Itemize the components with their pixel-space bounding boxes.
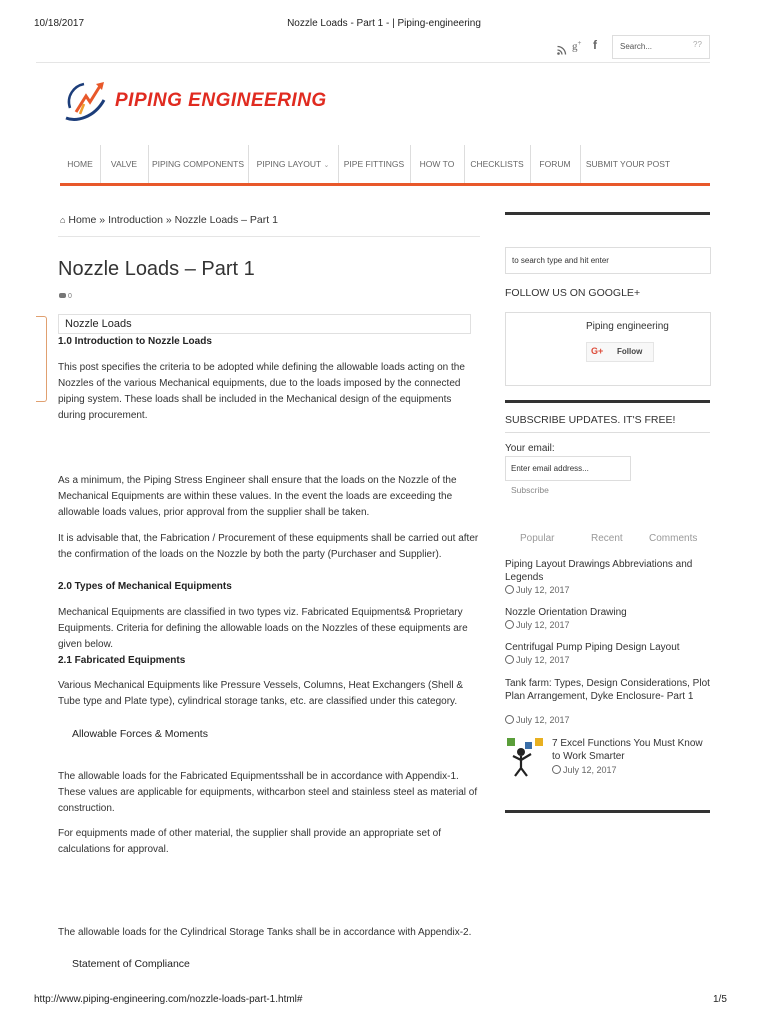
sidebar-post-title[interactable]: Tank farm: Types, Design Considerations, Plot Plan Arrangement, Dyke Enclosure- Part 1 (505, 678, 710, 702)
header-divider (36, 62, 710, 63)
tab-recent[interactable]: Recent (591, 533, 623, 544)
breadcrumb-sep: » (99, 214, 106, 226)
allowable-forces-paragraph-2: For equipments made of other material, the supplier shall provide an appropriate set of calculations for approval. (58, 828, 441, 855)
gplus-follow-label: Follow (617, 347, 643, 356)
sidebar-post-date (552, 765, 617, 775)
print-title: Nozzle Loads - Part 1 - | Piping-engineering (287, 18, 481, 29)
print-url: http://www.piping-engineering.com/nozzle-loads-part-1.html# (34, 994, 303, 1005)
side-scroll-tab[interactable] (36, 316, 47, 402)
nav-piping-components[interactable]: PIPING COMPONENTS (148, 145, 249, 183)
sidebar-post-title[interactable]: 7 Excel Functions You Must Know to Work Smarter (552, 738, 703, 762)
section-1-paragraph-2: As a minimum, the Piping Stress Engineer shall ensure that the loads on the Nozzle of the Mechanical Equipments are within these values. In the event the loads are exceeding the allowable loads values, prior approval from the supplier shall be taken. (58, 475, 457, 518)
allowable-forces-paragraph-1: The allowable loads for the Fabricated Equipmentsshall be in accordance with Appendix-1. These values are applicable for equipments, withcarbon steel and stainless steel as material of construction. (58, 771, 478, 814)
gplus-page-name[interactable]: Piping engineering (586, 321, 669, 332)
top-search-box[interactable] (612, 35, 710, 59)
sidebar-post-date (505, 655, 570, 665)
sidebar-search-input[interactable] (505, 247, 711, 274)
sidebar-bottom-rule (505, 810, 710, 813)
allowable-forces-paragraph-3: The allowable loads for the Cylindrical Storage Tanks shall be in accordance with Appendix-2. (58, 927, 472, 938)
home-icon: ⌂ (60, 215, 66, 225)
tab-popular[interactable]: Popular (520, 533, 555, 544)
nav-valve[interactable]: VALVE (100, 145, 149, 183)
sidebar-post-date (505, 620, 570, 630)
logo-emblem-icon (60, 78, 112, 126)
comment-icon (59, 293, 66, 298)
email-input[interactable] (505, 456, 631, 481)
allowable-forces-heading: Allowable Forces & Moments (72, 728, 208, 740)
chevron-down-icon: ⌄ (323, 162, 330, 169)
sidebar-post-date-value: July 12, 2017 (563, 765, 617, 775)
rss-icon[interactable] (557, 42, 567, 52)
logo-text: PIPING ENGINEERING (115, 90, 327, 111)
follow-us-title: FOLLOW US ON GOOGLE+ (505, 287, 641, 299)
facebook-icon[interactable]: f (593, 38, 597, 52)
section-2-heading: 2.0 Types of Mechanical Equipments (58, 581, 232, 592)
section-2-1-paragraph-1: Various Mechanical Equipments like Pressure Vessels, Columns, Heat Exchangers (Shell & Tube type and Plate type), cylindrical storage tanks, etc. are classified under this category. (58, 680, 463, 707)
sidebar-post-title[interactable]: Nozzle Orientation Drawing (505, 607, 627, 618)
site-logo[interactable] (60, 78, 370, 128)
subscribe-divider (505, 432, 710, 433)
nav-piping-layout-label: PIPING LAYOUT (256, 159, 322, 169)
clock-icon (505, 715, 514, 724)
subscribe-title: SUBSCRIBE UPDATES. IT'S FREE! (505, 414, 676, 426)
tab-comments[interactable]: Comments (649, 533, 698, 544)
google-plus-icon[interactable]: g+ (572, 39, 582, 53)
breadcrumb-current: Nozzle Loads – Part 1 (174, 214, 278, 226)
clock-icon (505, 655, 514, 664)
section-2-1-heading: 2.1 Fabricated Equipments (58, 655, 186, 666)
sidebar-rule-2 (505, 400, 710, 403)
email-label: Your email: (505, 443, 555, 454)
nav-forum[interactable]: FORUM (530, 145, 581, 183)
sidebar-post-title[interactable]: Centrifugal Pump Piping Design Layout (505, 642, 680, 653)
section-1-paragraph-1: This post specifies the criteria to be adopted while defining the allowable loads acting on the Nozzles of the various Mechanical equipments, due to the loads imposed by the connected piping system. These loads shall be included in the Mechanical design of the equipments during procurement. (58, 362, 465, 421)
comment-count-value: 0 (67, 293, 72, 300)
print-date: 10/18/2017 (34, 18, 85, 29)
breadcrumb-home[interactable]: Home (68, 214, 97, 226)
sidebar-post-date-value: July 12, 2017 (516, 715, 570, 725)
gplus-widget (505, 312, 711, 386)
nav-submit-your-post[interactable]: SUBMIT YOUR POST (585, 159, 671, 169)
nav-piping-layout[interactable] (248, 145, 339, 183)
subscribe-button[interactable]: Subscribe (511, 485, 549, 495)
google-plus-icon: G+ (591, 346, 604, 356)
breadcrumb-divider (58, 236, 480, 237)
nav-how-to[interactable]: HOW TO (410, 145, 465, 183)
sidebar-top-rule (505, 212, 710, 215)
nav-pipe-fittings[interactable]: PIPE FITTINGS (338, 145, 411, 183)
main-nav (60, 145, 710, 186)
excel-thumbnail[interactable] (505, 736, 545, 778)
sidebar-post-date (505, 715, 570, 725)
top-search-placeholder: Search... (620, 42, 653, 51)
sidebar-post-date-value: July 12, 2017 (516, 620, 570, 630)
nav-home[interactable]: HOME (60, 145, 101, 183)
email-placeholder: Enter email address... (511, 464, 589, 473)
clock-icon (505, 620, 514, 629)
sidebar-post-date-value: July 12, 2017 (516, 655, 570, 665)
nav-checklists[interactable]: CHECKLISTS (464, 145, 531, 183)
search-icon[interactable]: ?? (693, 40, 702, 49)
gplus-follow-button[interactable] (586, 342, 654, 362)
box-heading: Nozzle Loads (65, 318, 132, 330)
statement-of-compliance-heading: Statement of Compliance (72, 958, 190, 970)
section-2-paragraph-1: Mechanical Equipments are classified in two types viz. Fabricated Equipments& Proprietary Equipments. Criteria for defining the allowable loads on the Nozzles of these equipments are given below. (58, 607, 468, 650)
article-title: Nozzle Loads – Part 1 (58, 258, 255, 280)
breadcrumb (60, 214, 278, 226)
breadcrumb-introduction[interactable]: Introduction (108, 214, 163, 226)
comment-count[interactable] (59, 293, 72, 300)
print-page-number: 1/5 (713, 994, 727, 1005)
section-1-heading: 1.0 Introduction to Nozzle Loads (58, 336, 212, 347)
sidebar-post-title[interactable]: Piping Layout Drawings Abbreviations and Legends (505, 559, 693, 583)
breadcrumb-sep: » (165, 214, 172, 226)
clock-icon (552, 765, 561, 774)
clock-icon (505, 585, 514, 594)
sidebar-post-date-value: July 12, 2017 (516, 585, 570, 595)
sidebar-search-placeholder: to search type and hit enter (512, 256, 609, 265)
nozzle-loads-box (58, 314, 471, 334)
section-1-paragraph-3: It is advisable that, the Fabrication / Procurement of these equipments shall be carried out after the confirmation of the loads on the Nozzle by both the party (Purchaser and Supplier). (58, 533, 479, 560)
sidebar-tabs (505, 524, 713, 554)
sidebar-post-date (505, 585, 570, 595)
